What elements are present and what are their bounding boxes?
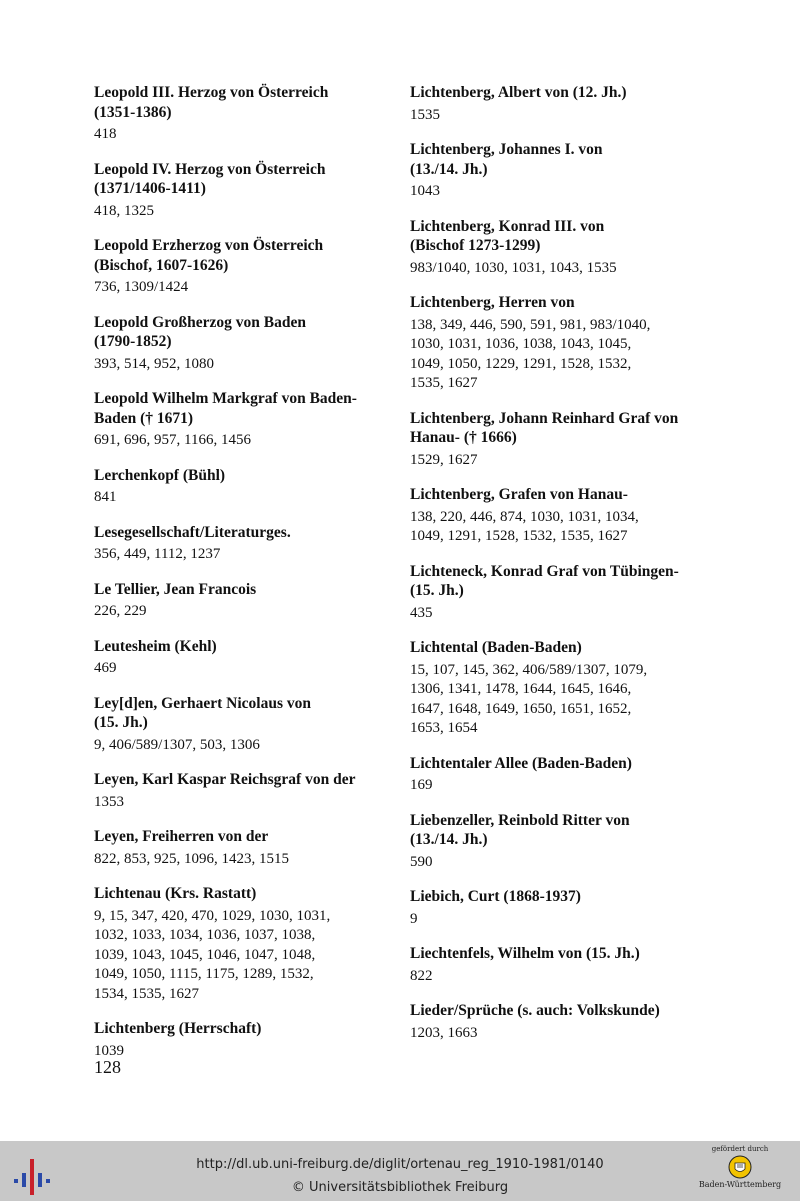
entry-page-refs: 736, 1309/1424	[94, 279, 189, 295]
index-entry	[410, 944, 710, 986]
footer-bar	[0, 1141, 800, 1201]
entry-heading: Leopold III. Herzog von Österreich (1351-1386)	[94, 84, 329, 121]
entry-page-refs: 418, 1325	[94, 202, 154, 219]
index-entry	[94, 827, 389, 869]
entry-heading: Leopold Wilhelm Markgraf von Baden- Baden († 1671)	[94, 390, 357, 427]
entry-heading: Leyen, Karl Kaspar Reichsgraf von der	[94, 771, 356, 788]
entry-page-refs: 1529, 1627	[410, 451, 478, 468]
entry-heading: Lesegesellschaft/Literaturges.	[94, 523, 291, 541]
entry-page-refs: 1535	[410, 106, 440, 123]
index-entry	[94, 884, 389, 1004]
entry-heading: Liebenzeller, Reinbold Ritter von (13./14. Jh.)	[410, 811, 630, 848]
entry-heading: Lichtenberg, Johann Reinhard Graf von Hanau- († 1666)	[410, 409, 679, 446]
entry-heading: Leopold Großherzog von Baden (1790-1852)	[94, 313, 307, 350]
entry-page-refs: 9, 406/589/1307, 503, 1306	[94, 736, 260, 753]
entry-page-refs: 841	[94, 489, 117, 505]
entry-heading: Liebich, Curt (1868-1937)	[410, 888, 581, 905]
index-entry	[410, 83, 710, 125]
index-entry	[94, 637, 389, 679]
entry-heading: Lerchenkopf (Bühl)	[94, 466, 226, 484]
entry-heading: Lichteneck, Konrad Graf von Tübingen- (15. Jh.)	[410, 562, 679, 599]
entry-page-refs: 393, 514, 952, 1080	[94, 355, 214, 372]
index-entry	[94, 580, 389, 622]
index-entry	[94, 389, 389, 451]
index-entry	[410, 1001, 710, 1043]
entry-heading: Lichtenberg, Grafen von Hanau-	[410, 486, 628, 503]
index-entry	[410, 638, 710, 739]
entry-heading: Lichtenberg, Konrad III. von (Bischof 1273-1299)	[410, 217, 605, 254]
entry-page-refs: 1039	[94, 1042, 124, 1059]
entry-heading: Lichtenau (Krs. Rastatt)	[94, 885, 257, 902]
entry-page-refs: 1203, 1663	[410, 1024, 478, 1041]
entry-heading: Leopold IV. Herzog von Österreich (1371/1406-1411)	[94, 160, 326, 197]
index-entry	[94, 1019, 389, 1061]
entry-page-refs: 356, 449, 1112, 1237	[94, 546, 221, 562]
index-entry	[410, 140, 710, 202]
baden-wuerttemberg-seal-icon	[728, 1155, 752, 1179]
entry-page-refs: 138, 220, 446, 874, 1030, 1031, 1034, 1049, 1291, 1528, 1532, 1535, 1627	[410, 508, 639, 544]
entry-page-refs: 1043	[410, 183, 440, 199]
entry-heading: Lichtenberg, Albert von (12. Jh.)	[410, 84, 627, 101]
entry-page-refs: 983/1040, 1030, 1031, 1043, 1535	[410, 259, 617, 276]
entry-page-refs: 9, 15, 347, 420, 470, 1029, 1030, 1031, 1032, 1033, 1034, 1036, 1037, 1038, 1039, 1043, 1045, 1046, 1047, 1048, 1049, 1050, 1115, 1175, 1289, 1532, 1534, 1535, 1627	[94, 907, 331, 1002]
entry-page-refs: 418	[94, 126, 117, 142]
entry-heading: Lichtenberg, Johannes I. von (13./14. Jh.)	[410, 141, 603, 178]
index-entry	[94, 694, 389, 756]
entry-heading: Ley[d]en, Gerhaert Nicolaus von (15. Jh.)	[94, 694, 311, 731]
index-entry	[410, 293, 710, 394]
footer-url-link[interactable]: http://dl.ub.uni-freiburg.de/diglit/ortenau_reg_1910-1981/0140	[196, 1157, 604, 1172]
entry-page-refs: 590	[410, 853, 433, 870]
entry-page-refs: 15, 107, 145, 362, 406/589/1307, 1079, 1306, 1341, 1478, 1644, 1645, 1646, 1647, 1648, 1649, 1650, 1651, 1652, 1653, 1654	[410, 661, 648, 736]
entry-page-refs: 1353	[94, 793, 124, 810]
entry-page-refs: 822, 853, 925, 1096, 1423, 1515	[94, 850, 289, 867]
index-entry	[410, 811, 710, 873]
index-entry	[94, 466, 389, 508]
footer-copyright: © Universitätsbibliothek Freiburg	[291, 1180, 509, 1195]
index-entry	[94, 160, 389, 222]
index-entry	[94, 83, 389, 145]
entry-heading: Leyen, Freiherren von der	[94, 828, 269, 845]
sponsor-caption: gefördert durch	[711, 1145, 769, 1153]
index-entry	[410, 217, 710, 279]
entry-heading: Lichtenberg, Herren von	[410, 294, 575, 311]
index-entry	[94, 523, 389, 565]
entry-page-refs: 469	[94, 660, 117, 676]
entry-page-refs: 169	[410, 777, 433, 793]
entry-page-refs: 435	[410, 604, 433, 621]
page-number: 128	[94, 1057, 121, 1077]
entry-heading: Lieder/Sprüche (s. auch: Volkskunde)	[410, 1002, 660, 1019]
index-entry	[94, 236, 389, 298]
entry-heading: Leutesheim (Kehl)	[94, 637, 217, 655]
entry-page-refs: 138, 349, 446, 590, 591, 981, 983/1040, 1030, 1031, 1036, 1038, 1043, 1045, 1049, 1050, 1229, 1291, 1528, 1532, 1535, 1627	[410, 316, 651, 391]
entry-page-refs: 226, 229	[94, 603, 147, 619]
entry-heading: Lichtental (Baden-Baden)	[410, 639, 582, 656]
entry-heading: Leopold Erzherzog von Österreich (Bischof, 1607-1626)	[94, 237, 324, 274]
entry-heading: Lichtentaler Allee (Baden-Baden)	[410, 754, 632, 772]
index-entry	[410, 409, 710, 471]
entry-page-refs: 9	[410, 910, 418, 927]
entry-heading: Liechtenfels, Wilhelm von (15. Jh.)	[410, 945, 640, 962]
entry-page-refs: 691, 696, 957, 1166, 1456	[94, 432, 251, 448]
index-entry	[410, 562, 710, 624]
index-entry	[410, 887, 710, 929]
index-entry	[410, 485, 710, 547]
right-column	[410, 83, 710, 1058]
sponsor-name: Baden-Württemberg	[698, 1180, 782, 1189]
index-entry	[94, 313, 389, 375]
left-column	[94, 83, 389, 1076]
index-entry	[410, 754, 710, 796]
index-entry	[94, 770, 389, 812]
sponsor-badge	[695, 1145, 785, 1201]
entry-page-refs: 822	[410, 967, 433, 984]
entry-heading: Le Tellier, Jean Francois	[94, 580, 257, 598]
entry-heading: Lichtenberg (Herrschaft)	[94, 1020, 262, 1037]
